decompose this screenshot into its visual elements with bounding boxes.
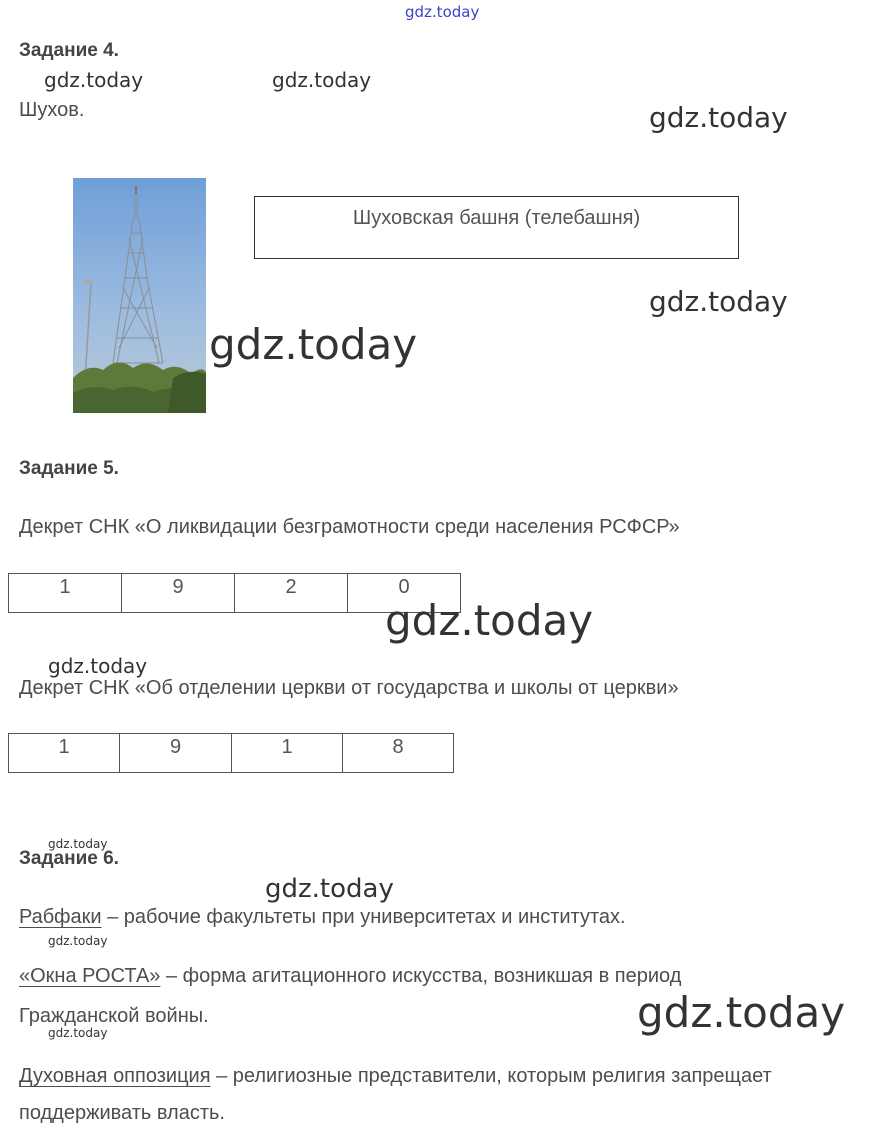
term-okna-rosta: «Окна РОСТА» xyxy=(19,965,161,987)
year-digit-cell: 1 xyxy=(9,574,122,613)
task5-heading: Задание 5. xyxy=(19,458,119,479)
watermark: gdz.today xyxy=(649,101,788,134)
watermark: gdz.today xyxy=(272,68,372,92)
watermark: gdz.today xyxy=(48,837,108,851)
watermark-top: gdz.today xyxy=(405,3,480,21)
watermark: gdz.today xyxy=(385,596,594,645)
shukhov-tower-photo xyxy=(73,178,206,413)
year-digit-cell: 9 xyxy=(122,574,235,613)
definition-3 xyxy=(19,1065,772,1088)
year-digit-cell: 9 xyxy=(120,734,232,773)
task6-heading: Задание 6. xyxy=(19,848,119,869)
definition-3-text: – религиозные представители, которым религия запрещает xyxy=(210,1065,772,1087)
watermark: gdz.today xyxy=(48,654,148,678)
definition-1-text: – рабочие факультеты при университетах и институтах. xyxy=(101,906,626,928)
watermark: gdz.today xyxy=(209,320,418,369)
definition-2 xyxy=(19,965,681,988)
definition-3-line2: поддерживать власть. xyxy=(19,1102,225,1124)
tower-answer-text: Шуховская башня (телебашня) xyxy=(352,207,641,229)
watermark: gdz.today xyxy=(44,68,144,92)
watermark: gdz.today xyxy=(48,934,108,948)
watermark: gdz.today xyxy=(48,1026,108,1040)
year-digit-cell: 0 xyxy=(348,574,461,613)
decree-1-text: Декрет СНК «О ликвидации безграмотности среди населения РСФСР» xyxy=(19,516,680,538)
task4-heading: Задание 4. xyxy=(19,40,119,61)
tower-answer-box xyxy=(254,196,739,259)
year-table-2 xyxy=(8,733,454,773)
watermark: gdz.today xyxy=(265,874,394,904)
watermark: gdz.today xyxy=(649,285,788,318)
decree-2-text: Декрет СНК «Об отделении церкви от государства и школы от церкви» xyxy=(19,677,679,699)
shukhov-tower-image xyxy=(73,178,206,413)
definition-2-text: – форма агитационного искусства, возникшая в период xyxy=(160,965,682,987)
year-digit-cell: 2 xyxy=(235,574,348,613)
watermark-hidden xyxy=(360,1115,365,1116)
year-digit-cell: 8 xyxy=(343,734,454,773)
term-dukhovnaya-oppozitsiya: Духовная оппозиция xyxy=(19,1065,211,1087)
year-digit-cell: 1 xyxy=(232,734,343,773)
definition-2-line2: Гражданской войны. xyxy=(19,1005,209,1027)
watermark: gdz.today xyxy=(637,988,846,1037)
definition-1 xyxy=(19,906,626,929)
year-digit-cell: 1 xyxy=(9,734,120,773)
task4-answer: Шухов. xyxy=(19,99,85,121)
term-rabfaki: Рабфаки xyxy=(19,906,102,928)
